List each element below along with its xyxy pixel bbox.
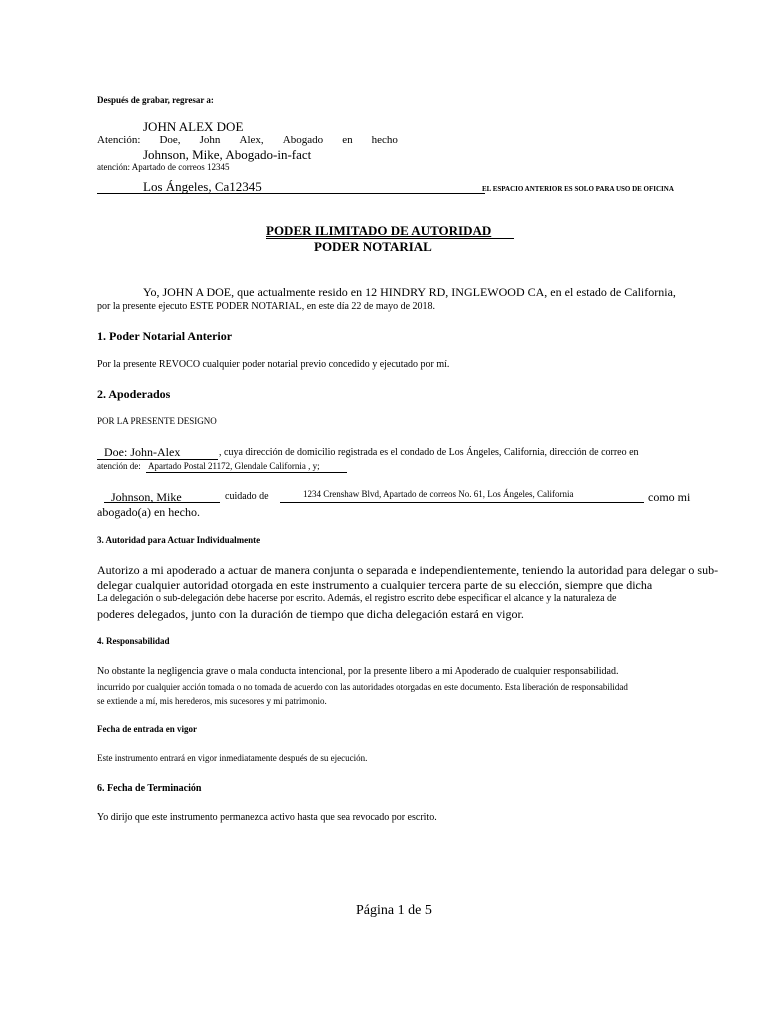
- return-label: Después de grabar, regresar a:: [97, 95, 214, 105]
- attention-word: Alex,: [239, 134, 264, 146]
- attorney-2-as: como mi: [648, 490, 691, 504]
- document-subtitle: PODER NOTARIAL: [314, 239, 432, 254]
- agent-name: Johnson, Mike, Abogado-in-fact: [143, 147, 312, 162]
- attorney-1-mail-line: [146, 472, 347, 473]
- city-line: Los Ángeles, Ca12345: [143, 179, 262, 194]
- intro-line-1: Yo, JOHN A DOE, que actualmente resido en 12 HINDRY RD, INGLEWOOD CA, en el estado de California,: [143, 285, 676, 299]
- designate-label: POR LA PRESENTE DESIGNO: [97, 416, 217, 426]
- section-6-text: Yo dirijo que este instrumento permanezca activo hasta que sea revocado por escrito.: [97, 812, 437, 823]
- section-3-line-4: poderes delegados, junto con la duración de tiempo que dicha delegación estará en vigor.: [97, 607, 524, 621]
- intro-line-2: por la presente ejecuto ESTE PODER NOTARIAL, en este día 22 de mayo de 2018.: [97, 301, 436, 312]
- attention-word: en: [342, 134, 353, 146]
- section-4-heading: 4. Responsabilidad: [97, 636, 170, 646]
- page-number: Página 1 de 5: [356, 903, 432, 918]
- attention-word: hecho: [371, 134, 398, 146]
- section-4-line-3: se extiende a mí, mis herederos, mis sucesores y mi patrimonio.: [97, 696, 327, 706]
- attorney-2-city-label: cuidado de: [225, 491, 269, 502]
- return-name: JOHN ALEX DOE: [143, 119, 244, 134]
- attorney-1-mail: Apartado Postal 21172, Glendale California , y;: [148, 461, 320, 471]
- section-3-line-3: La delegación o sub-delegación debe hacerse por escrito. Además, el registro escrito debe especificar el alcance y la naturaleza de: [97, 593, 617, 604]
- attention-word: Atención:: [97, 134, 141, 146]
- section-5-text: Este instrumento entrará en vigor inmediatamente después de su ejecución.: [97, 753, 368, 763]
- attorney-1-details: , cuya dirección de domicilio registrada es el condado de Los Ángeles, California, dirección de correo en: [219, 447, 639, 458]
- section-6-heading: 6. Fecha de Terminación: [97, 783, 202, 794]
- attention-po: atención: Apartado de correos 12345: [97, 162, 230, 172]
- section-5-heading: Fecha de entrada en vigor: [97, 724, 197, 734]
- section-3-line-2: delegar cualquier autoridad otorgada en este instrumento a cualquier tercera parte de su elección, siempre que dicha: [97, 578, 653, 592]
- attention-word: Abogado: [282, 134, 324, 146]
- attorney-1-name: Doe: John-Alex: [104, 445, 181, 459]
- attorney-2-role: abogado(a) en hecho.: [97, 505, 200, 519]
- section-2-heading: 2. Apoderados: [97, 387, 171, 401]
- attorney-1-attention: atención de:: [97, 461, 141, 471]
- attorney-1-name-line: [97, 459, 218, 460]
- office-use-note: EL ESPACIO ANTERIOR ES SOLO PARA USO DE OFICINA: [482, 185, 674, 193]
- attention-word: Doe,: [159, 134, 181, 146]
- section-3-heading: 3. Autoridad para Actuar Individualmente: [97, 535, 261, 545]
- section-4-line-1: No obstante la negligencia grave o mala conducta intencional, por la presente libero a mi Apoderado de cualquier responsabilidad.: [97, 666, 619, 677]
- attorney-2-name: Johnson, Mike: [111, 490, 182, 504]
- attention-word: John: [199, 134, 221, 146]
- attention-line: [97, 134, 398, 146]
- document-title: PODER ILIMITADO DE AUTORIDAD: [266, 223, 492, 238]
- section-3-line-1: Autorizo a mi apoderado a actuar de manera conjunta o separada e independientemente, teniendo la autoridad para delegar o sub-: [97, 563, 719, 577]
- attorney-2-address-line: [280, 502, 644, 503]
- section-1-text: Por la presente REVOCO cualquier poder notarial previo concedido y ejecutado por mí.: [97, 359, 450, 370]
- attorney-2-name-line: [104, 502, 220, 503]
- attorney-2-address: 1234 Crenshaw Blvd, Apartado de correos No. 61, Los Ángeles, California: [303, 489, 574, 499]
- section-1-heading: 1. Poder Notarial Anterior: [97, 329, 233, 343]
- record-line: [97, 193, 485, 194]
- section-4-line-2: incurrido por cualquier acción tomada o no tomada de acuerdo con las autoridades otorgadas en este documento. Esta liberación de responsabilidad: [97, 682, 628, 692]
